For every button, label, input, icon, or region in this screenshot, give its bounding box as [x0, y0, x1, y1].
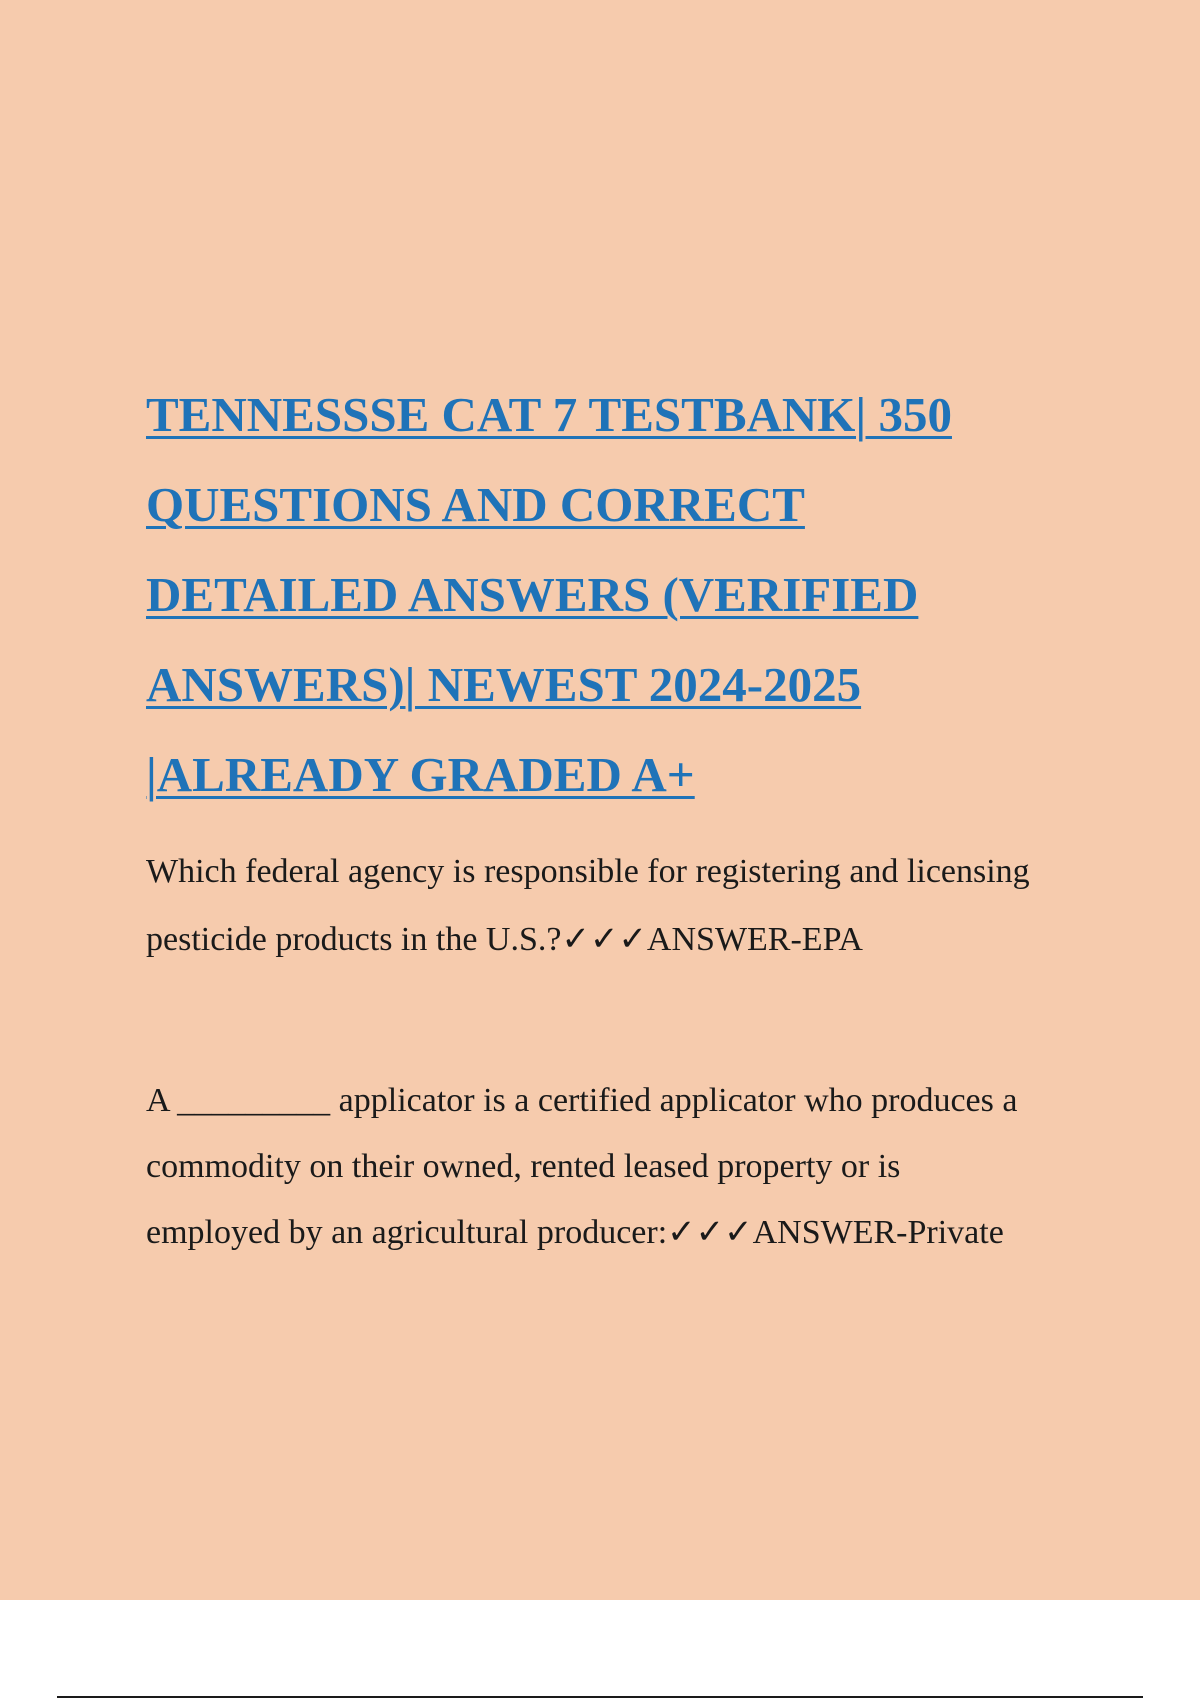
title-line: QUESTIONS AND CORRECT — [146, 477, 805, 532]
title-line: |ALREADY GRADED A+ — [146, 747, 695, 802]
title-line: ANSWERS)| NEWEST 2024-2025 — [146, 657, 862, 712]
document-title-link[interactable] — [146, 370, 1086, 820]
question-text-line: Which federal agency is responsible for registering and licensing — [146, 853, 1030, 890]
question-text-line: commodity on their owned, rented leased property or is — [146, 1148, 901, 1185]
title-line: TENNESSSE CAT 7 TESTBANK| 350 — [146, 387, 952, 442]
question-answer-line: pesticide products in the U.S.?✓✓✓ANSWER-EPA — [146, 921, 863, 958]
question-answer-line: employed by an agricultural producer:✓✓✓ANSWER-Private — [146, 1214, 1004, 1251]
question-text-line: A _________ applicator is a certified applicator who produces a — [146, 1082, 1018, 1119]
question-answer-block — [146, 1068, 1106, 1266]
footer-divider — [57, 1696, 1143, 1698]
question-answer-block — [146, 838, 1106, 974]
title-line: DETAILED ANSWERS (VERIFIED — [146, 567, 919, 622]
